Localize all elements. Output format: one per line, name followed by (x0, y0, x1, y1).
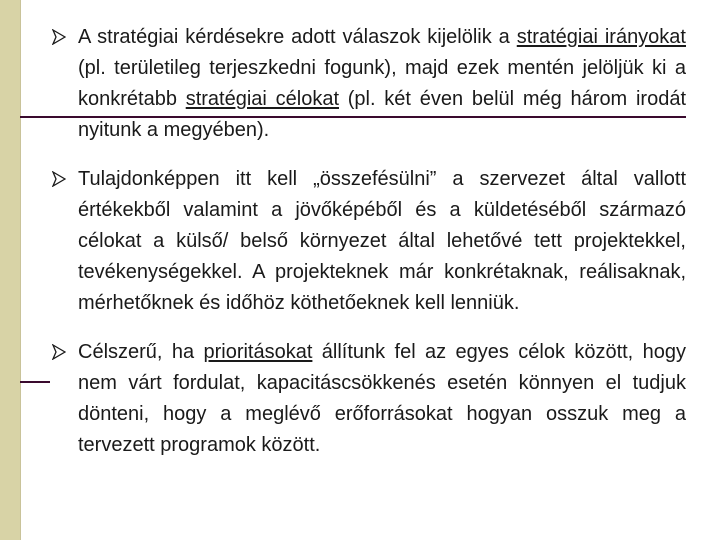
bullet-item-2 (52, 164, 686, 319)
arrow-bullet-icon (52, 171, 66, 187)
bullet-1-text-end: (pl. két éven belül még három irodát nyitunk a megyében). (78, 88, 687, 141)
bullet-item-1 (52, 22, 686, 146)
bullet-2-text: Tulajdonképpen itt kell „összefésülni” a szervezet által vallott értékekből valamint a jövőképéből és a küldetéséből származó célokat a külső/ belső környezet által lehetővé tett projektekkel, tevékenységekkel. A projekteknek már konkrétaknak, reálisaknak, mérhetőknek és időhöz köthetőeknek kell lenniük. (78, 168, 686, 314)
arrow-bullet-icon (52, 29, 66, 45)
bullet-3-text-end: állítunk fel az egyes célok között, hogy nem várt fordulat, kapacitáscsökkenés esetén könnyen el tudjuk dönteni, hogy a meglévő erőforrásokat hogyan osszuk meg a tervezett programok között. (78, 341, 686, 456)
link-strategic-goals: stratégiai célokat (185, 88, 339, 110)
slide-content (52, 22, 686, 479)
bullet-3-text-start: Célszerű, ha (78, 341, 204, 363)
link-strategic-directions: stratégiai irányokat (516, 26, 686, 48)
left-accent-line (20, 381, 50, 383)
link-priorities: prioritásokat (203, 341, 313, 363)
bullet-item-3 (52, 337, 686, 461)
bullet-1-text-start: A stratégiai kérdésekre adott válaszok kijelölik a (78, 26, 517, 48)
arrow-bullet-icon (52, 344, 66, 360)
left-decorative-bar (0, 0, 21, 540)
bullet-1-text-middle: (pl. területileg terjeszkedni fogunk), majd ezek mentén jelöljük ki a konkrétabb (78, 57, 686, 110)
